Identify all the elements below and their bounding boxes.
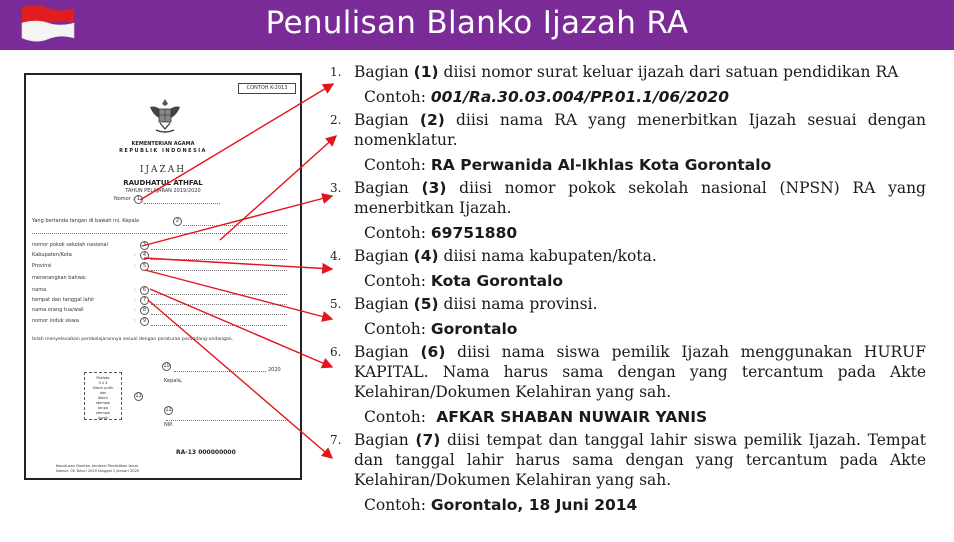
dotted-line — [151, 304, 287, 305]
list-item: 3. Bagian (3) diisi nomor pokok sekolah nasional (NPSN) RA yang menerbitkan Ijazah. — [330, 179, 926, 217]
page-title: Penulisan Blanko Ijazah RA — [265, 5, 689, 41]
field-ttl-label: tempat dan tanggal lahir — [32, 297, 95, 303]
nip-label: NIP. — [164, 422, 174, 428]
nomor-label: Nomor : — [114, 196, 135, 202]
ijazah-form-image: CONTOH K-2013 KEMENTERIAN AGAMA REPUBLIK INDONESIA IJAZAH RAUDHATUL ATHFAL TAHUN PELAJARAN 2019/2020 Nomor : 1 Yang bertanda tangan di bawah ini, Kepala 2 nomor pokok sekolah nasional 3 Kabupaten/Kota : 4 Provinsi : 5 menerangkan bahwa: nama : 6 tempat dan tanggal lahir : 7 nama orang tua/wali : 8 nomor induk siswa : 9 telah menyelesaikan pembelajarannya sesuai dengan peraturan perundang-undangan. 10 2020 Kepala, Pasfoto 3 x 4 hitam putih dan diberi stempel tanpa stempel ijazah 11 12 NIP. RA-13 000000000 Keputusan Direktur Jenderal Pendidikan Islam Nomor: 00 Tahun 2020 tanggal 1 Januari 2020 — [24, 73, 302, 480]
marker-4: 4 — [140, 251, 149, 260]
field-nis-label: nomor induk siswa — [32, 318, 79, 324]
footer-note-1: Keputusan Direktur Jenderal Pendidikan Islam — [56, 464, 139, 468]
completion-text: telah menyelesaikan pembelajarannya sesuai dengan peraturan perundang-undangan. — [32, 337, 234, 342]
dotted-line — [183, 225, 287, 226]
marker-11: 11 — [135, 393, 142, 399]
school-type: RAUDHATUL ATHFAL — [123, 179, 203, 187]
field-provinsi-label: Provinsi — [32, 263, 52, 269]
list-item: 4. Bagian (4) diisi nama kabupaten/kota. — [330, 247, 657, 265]
dotted-line — [32, 233, 287, 234]
list-item: 1. Bagian (1) diisi nomor surat keluar ijazah dari satuan pendidikan RA — [330, 63, 899, 81]
item-number: 1. — [330, 65, 342, 79]
intro-text: Yang bertanda tangan di bawah ini, Kepala — [32, 218, 140, 224]
garuda-emblem-icon — [148, 97, 182, 135]
header-bar — [0, 0, 954, 50]
kepala-label: Kepala, — [164, 378, 183, 384]
dotted-line — [166, 420, 286, 421]
year-2020: 2020 — [268, 367, 281, 373]
marker-1: 1 — [134, 195, 143, 204]
dotted-line — [151, 270, 287, 271]
example-line: Contoh: Gorontalo — [364, 320, 518, 338]
dotted-line — [151, 314, 287, 315]
marker-6: 6 — [140, 286, 149, 295]
footer-note-2: Nomor: 00 Tahun 2020 tanggal 1 Januari 2020 — [56, 469, 140, 473]
field-ortu-label: nama orang tua/wali — [32, 307, 84, 313]
ministry-line-2: REPUBLIK INDONESIA — [119, 148, 207, 154]
item-number: 3. — [330, 181, 342, 195]
marker-12: 12 — [165, 407, 172, 413]
dotted-line — [144, 203, 220, 204]
dotted-line — [151, 294, 287, 295]
item-number: 6. — [330, 345, 342, 359]
marker-7: 7 — [140, 296, 149, 305]
field-npsn-label: nomor pokok sekolah nasional — [32, 242, 108, 248]
list-item: 6. Bagian (6) diisi nama siswa pemilik Ijazah menggunakan HURUF KAPITAL. Nama harus sama dengan yang tercantum pada Akte Kelahiran/Dokumen Kelahiran yang sah. — [330, 343, 926, 401]
list-item: 5. Bagian (5) diisi nama provinsi. — [330, 295, 598, 313]
ministry-line-1: KEMENTERIAN AGAMA — [131, 141, 195, 147]
item-number: 4. — [330, 249, 342, 263]
dotted-line — [151, 249, 287, 250]
example-line: Contoh: Kota Gorontalo — [364, 272, 564, 290]
item-number: 2. — [330, 113, 342, 127]
list-item: 7. Bagian (7) diisi tempat dan tanggal lahir siswa pemilik Ijazah. Tempat dan tanggal lahir harus sama dengan yang tercantum pada Akte Kelahiran/Dokumen Kelahiran yang sah. — [330, 431, 926, 489]
marker-9: 9 — [140, 317, 149, 326]
serial-number: RA-13 000000000 — [176, 449, 236, 456]
explanation-list — [330, 62, 926, 518]
dotted-line — [151, 325, 287, 326]
dotted-line — [151, 259, 287, 260]
item-number: 5. — [330, 297, 342, 311]
example-line: Contoh: RA Perwanida Al-Ikhlas Kota Gorontalo — [364, 156, 772, 174]
marker-5: 5 — [140, 262, 149, 271]
marker-3: 3 — [140, 241, 149, 250]
field-kabkota-label: Kabupaten/Kota — [32, 252, 72, 258]
marker-10: 10 — [163, 363, 170, 369]
academic-year: TAHUN PELAJARAN 2019/2020 — [125, 188, 201, 194]
marker-2: 2 — [173, 217, 182, 226]
menerangkan-text: menerangkan bahwa: — [32, 275, 87, 281]
example-line: Contoh: Gorontalo, 18 Juni 2014 — [364, 496, 638, 514]
example-line: Contoh: AFKAR SHABAN NUWAIR YANIS — [364, 408, 708, 426]
list-item: 2. Bagian (2) diisi nama RA yang menerbitkan Ijazah sesuai dengan nomenklatur. — [330, 111, 926, 149]
item-number: 7. — [330, 433, 342, 447]
example-line: Contoh: 001/Ra.30.03.004/PP.01.1/06/2020 — [364, 88, 729, 106]
example-line: Contoh: 69751880 — [364, 224, 518, 242]
dotted-line — [174, 371, 266, 372]
field-nama-label: nama — [32, 287, 47, 293]
contoh-code-box: CONTOH K-2013 — [238, 83, 296, 94]
doc-title: IJAZAH — [139, 165, 187, 175]
marker-8: 8 — [140, 306, 149, 315]
photo-placeholder: Pasfoto 3 x 4 hitam putih dan diberi stempel tanpa stempel ijazah — [84, 372, 122, 420]
